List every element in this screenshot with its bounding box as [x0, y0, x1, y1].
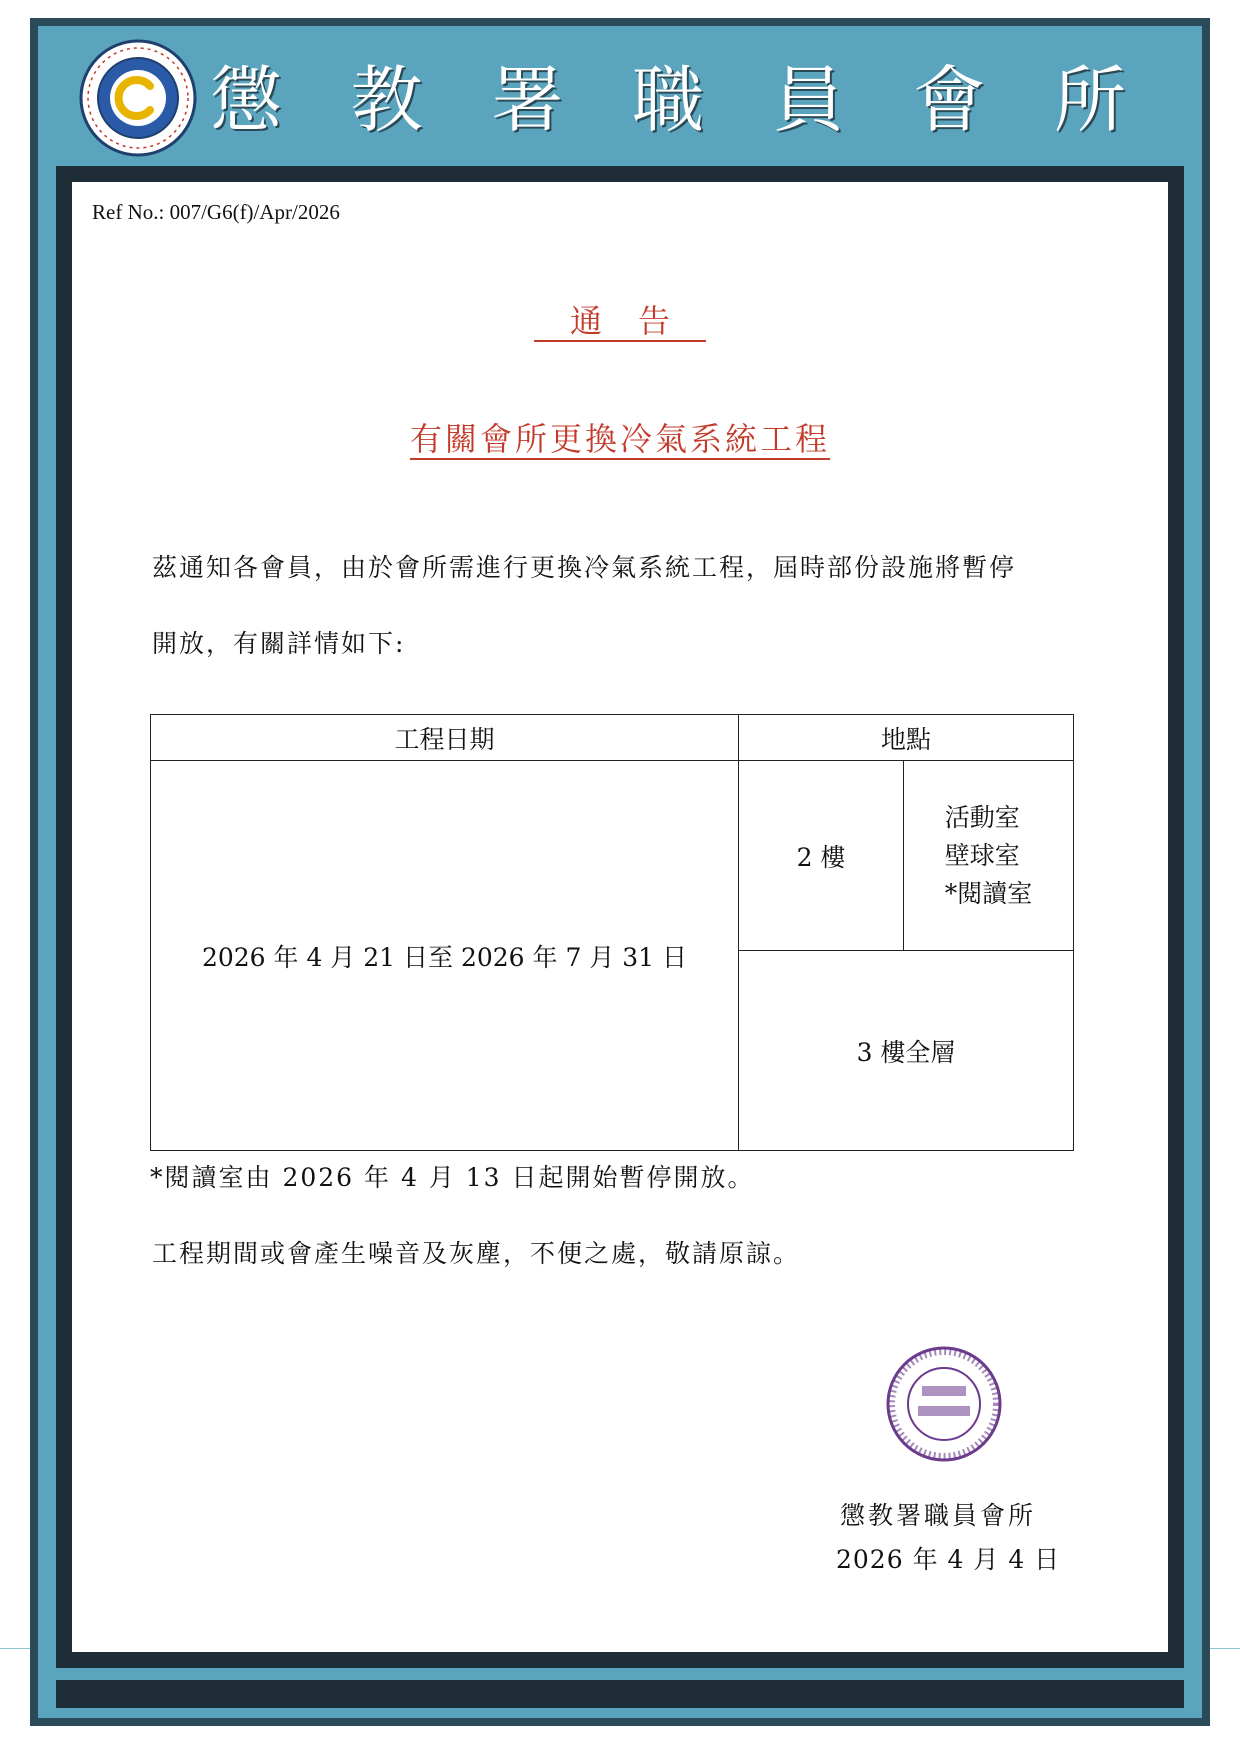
- room-item: 壁球室: [944, 840, 1020, 870]
- header-location-cell: 地點: [739, 715, 1074, 761]
- signature-date: 2026 年 4 月 4 日: [836, 1545, 1061, 1574]
- intro-line-2: 開放，有關詳情如下:: [152, 629, 406, 658]
- notice-title: [0, 296, 1240, 342]
- floor-3-cell: 3 樓全層: [739, 951, 1074, 1151]
- header-char: 署: [491, 58, 568, 142]
- works-schedule-table: [150, 714, 1074, 1151]
- header-char: 教: [350, 58, 427, 142]
- intro-line-1: 茲通知各會員，由於會所需進行更換冷氣系統工程，屆時部份設施將暫停: [152, 553, 1017, 582]
- apology-text: 工程期間或會產生噪音及灰塵，不便之處，敬請原諒。: [152, 1239, 801, 1268]
- header-char: 懲: [210, 58, 287, 142]
- date-range-cell: 2026 年 4 月 21 日至 2026 年 7 月 31 日: [151, 761, 739, 1151]
- reference-number: Ref No.: 007/G6(f)/Apr/2026: [92, 200, 340, 224]
- notice-subject-text: 有關會所更換冷氣系統工程: [409, 420, 830, 458]
- room-item: *閱讀室: [944, 878, 1033, 908]
- scan-line: [0, 1648, 30, 1649]
- club-seal-stamp-icon: [884, 1344, 1004, 1464]
- club-name-header: [210, 44, 1130, 144]
- frame-bottom-bar: [56, 1680, 1184, 1708]
- staff-club-logo-icon: [78, 38, 198, 158]
- floor-2-rooms-cell: [904, 761, 1074, 951]
- room-list: [945, 799, 1033, 913]
- header-date-cell: 工程日期: [151, 715, 739, 761]
- scan-line: [1210, 1648, 1240, 1649]
- header-char: 員: [772, 58, 849, 142]
- notice-title-text: 通告: [534, 302, 706, 342]
- header-char: 所: [1053, 58, 1130, 142]
- floor-2-cell: 2 樓: [739, 761, 904, 951]
- table-row: [151, 761, 1074, 951]
- signature-name: 懲教署職員會所: [840, 1501, 1037, 1530]
- header-char: 職: [631, 58, 708, 142]
- header-char: 會: [913, 58, 990, 142]
- room-item: 活動室: [944, 802, 1020, 832]
- reading-room-footnote: *閱讀室由 2026 年 4 月 13 日起開始暫停開放。: [150, 1163, 755, 1192]
- notice-subject: [0, 414, 1240, 460]
- table-header-row: [151, 715, 1074, 761]
